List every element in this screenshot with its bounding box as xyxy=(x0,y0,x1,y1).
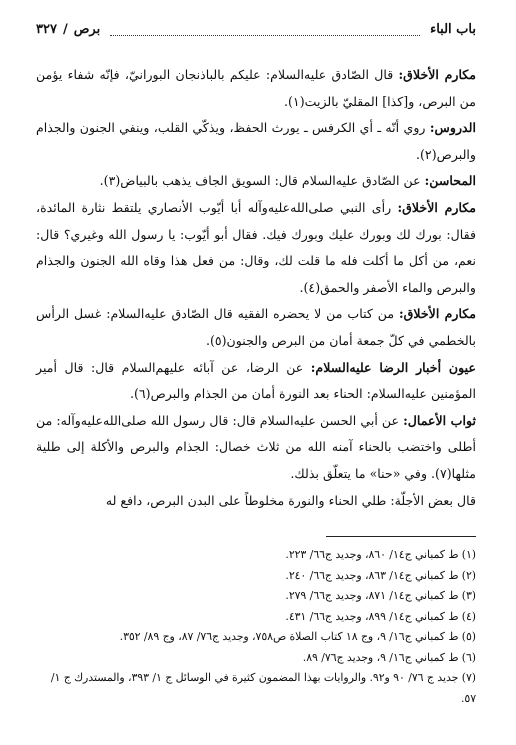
paragraph-text: رأى النبي صلى‌الله‌عليه‌وآله أبا أيّوب الأنصاري يلتقط نثارة المائدة، فقال: بورك لك وبورك عليك وبورك فيك. فقال أبو أيّوب: يا رسول الله وغيري؟ قال: نعم، من أكل ما أكلت فله ما قلت لك، وقال: من فعل هذا وقاه الله الجنون والجذام والبرص والماء الأصفر والحمق(٤). xyxy=(36,199,476,295)
paragraph-text: قال بعض الأجلّة: طلي الحناء والنورة مخلوطاً على البدن البرص، دافع له xyxy=(105,492,476,508)
paragraph-text: عن أبي الحسن عليه‌السلام قال: قال رسول الله صلى‌الله‌عليه‌وآله: من أطلى واختضب بالحناء آمنه الله من ثلاث خصال: الجذام والبرص والأكلة إلى طلية مثلها(٧). وفي «حنا» ما يتعلّق بذلك. xyxy=(36,412,476,481)
source-heading: مكارم الأخلاق: xyxy=(398,306,477,322)
footnote-item: (٦) ط كمباني ج١٦/ ٩، وجديد ج٧٦/ ٨٩. xyxy=(302,650,476,664)
paragraph-text: عن الصّادق عليه‌السلام قال: السويق الجاف يذهب بالبياض(٣). xyxy=(99,173,425,189)
paragraph-text: روي أنّه ـ أي الكرفس ـ يورث الحفظ، ويذكّي القلب، وينفي الجنون والجذام والبرص(٢). xyxy=(36,120,476,162)
paragraph-text: قال الصّادق عليه‌السلام: عليكم بالباذنجان البورانيّ، فإنّه شفاء يؤمن من البرص، و[كذا] المقليّ بالزيت(١). xyxy=(36,67,476,109)
paragraph-continuation xyxy=(36,488,476,515)
source-heading: الدروس: xyxy=(429,120,476,136)
source-heading: ثواب الأعمال: xyxy=(403,412,476,428)
chapter-title: باب الباء xyxy=(430,22,476,37)
footnote-item: (٥) ط كمباني ج١٦/ ٩، وج ١٨ كتاب الصلاة ص٧٥٨، وجديد ج٧٦/ ٨٧، وج ٨٩/ ٣٥٢. xyxy=(119,630,476,644)
paragraph-text: من كتاب من لا يحضره الفقيه قال الصّادق عليه‌السلام: غسل الرأس بالخطمي في كلّ جمعة أمان من البرص والجنون(٥). xyxy=(36,306,476,348)
running-head-separator: / xyxy=(62,22,68,37)
footnote-item: (١) ط كمباني ج١٤/ ٨٦٠، وجديد ج٦٦/ ٢٢٣. xyxy=(285,548,476,562)
source-heading: المحاسن: xyxy=(424,173,476,189)
footnote-rule xyxy=(326,536,476,537)
running-head-dotted-leader xyxy=(110,35,420,36)
footnotes xyxy=(36,545,476,709)
main-text xyxy=(36,62,476,514)
source-heading: عيون أخبار الرضا عليه‌السلام: xyxy=(310,359,477,375)
paragraph-mahasin xyxy=(36,168,476,195)
footnote-item: (٣) ط كمباني ج١٤/ ٨٧١، وجديد ج٦٦/ ٢٧٩. xyxy=(285,589,476,603)
paragraph-uyun xyxy=(36,355,476,408)
source-heading: مكارم الأخلاق: xyxy=(398,67,476,82)
running-head xyxy=(36,22,476,48)
footnote-item: (٤) ط كمباني ج١٤/ ٨٩٩، وجديد ج٦٦/ ٤٣١. xyxy=(285,609,476,623)
page-number: ٣٢٧ xyxy=(36,22,57,37)
paragraph-durus xyxy=(36,115,476,168)
footnote-item: (٢) ط كمباني ج١٤/ ٨٦٣، وجديد ج٦٦/ ٢٤٠. xyxy=(285,568,476,582)
source-heading: مكارم الأخلاق: xyxy=(397,199,476,215)
paragraph-text: عن الرضا، عن آبائه عليهم‌السلام قال: قال أمير المؤمنين عليه‌السلام: الحناء بعد النورة أمان من الجذام والبرص(٦). xyxy=(36,359,476,402)
paragraph-makarim-1 xyxy=(36,62,476,115)
paragraph-thawab xyxy=(36,408,476,488)
paragraph-makarim-3 xyxy=(36,301,476,354)
footnote-item: (٧) جديد ج ٧٦/ ٩٠ و٩٢. والروايات بهذا المضمون كثيرة في الوسائل ج ١/ ٣٩٣، والمستدرك ج ١/ ٥٧. xyxy=(50,671,476,705)
entry-word: برص xyxy=(73,22,101,37)
paragraph-makarim-2 xyxy=(36,195,476,301)
